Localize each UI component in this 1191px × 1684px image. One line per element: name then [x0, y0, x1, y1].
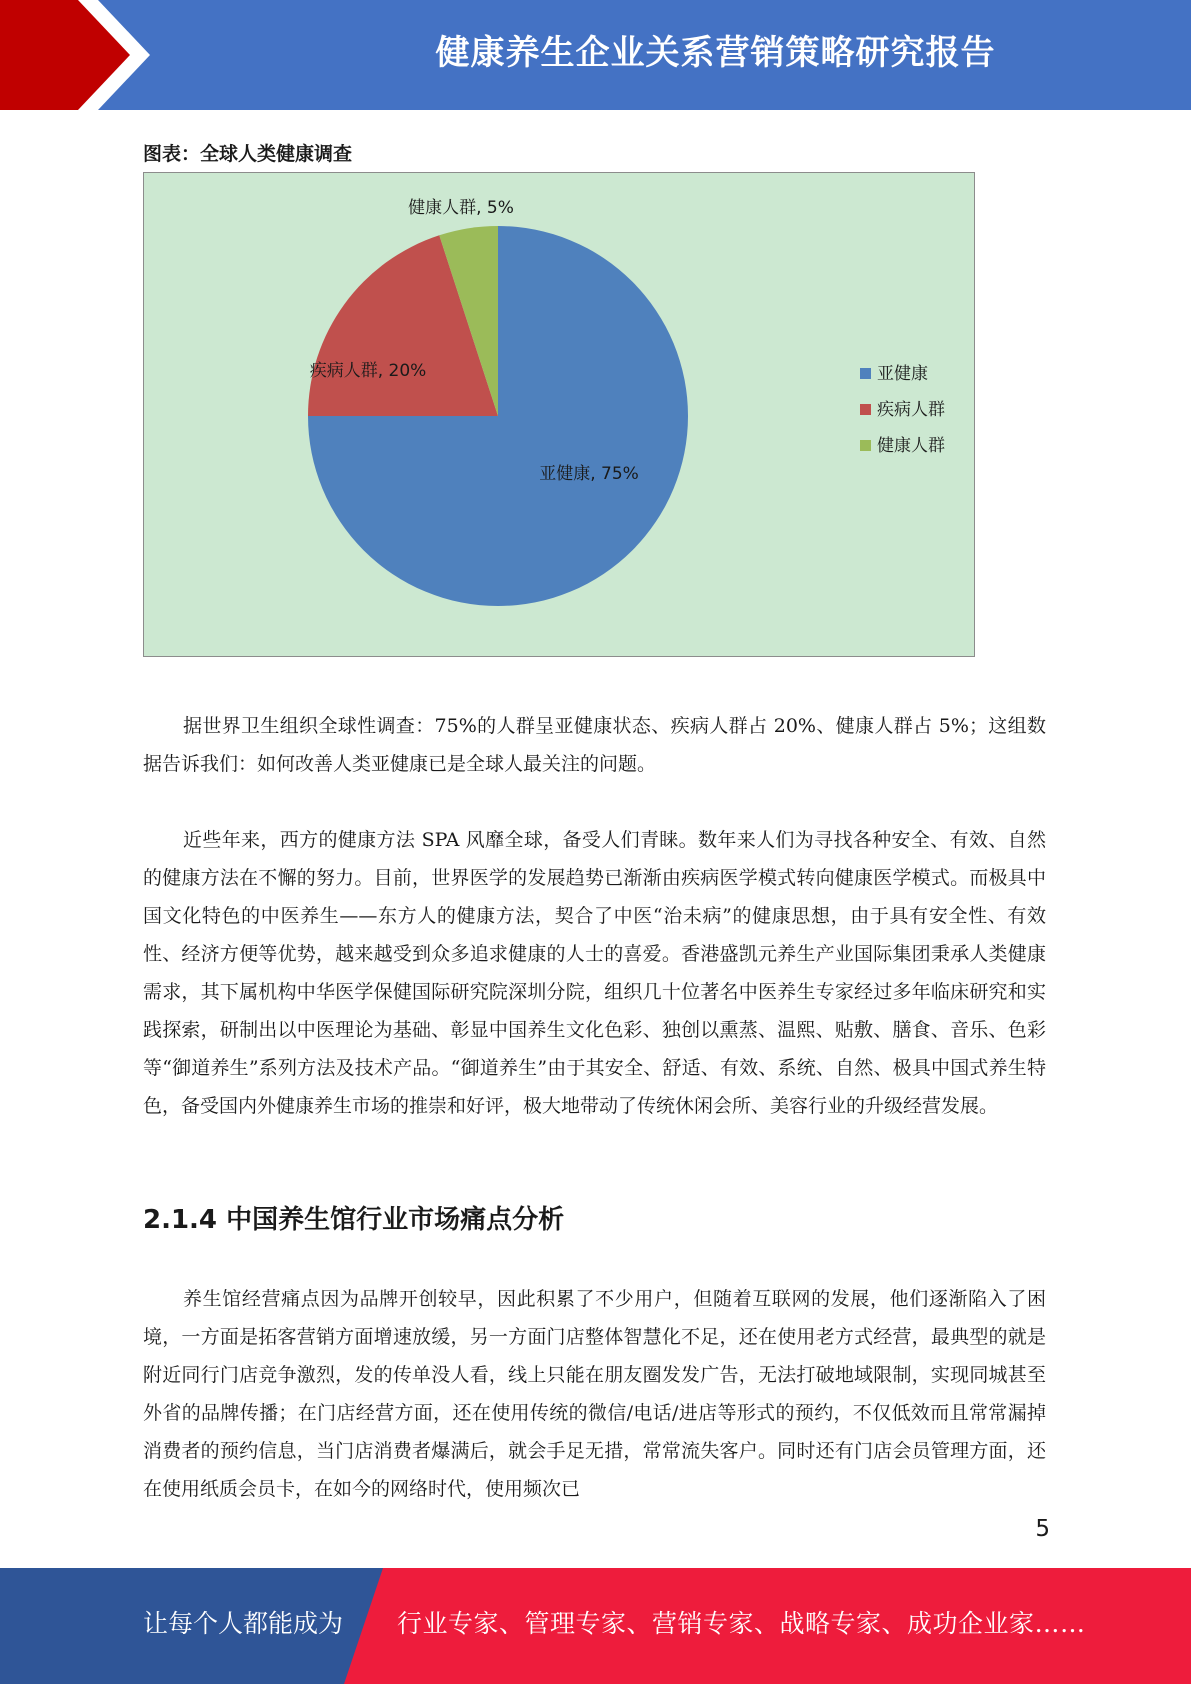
footer-slogan-right: 行业专家、管理专家、营销专家、战略专家、成功企业家……	[397, 1609, 1086, 1638]
section-heading: 2.1.4 中国养生馆行业市场痛点分析	[143, 1205, 565, 1235]
legend-label: 疾病人群	[877, 400, 945, 420]
figure-caption: 图表：全球人类健康调查	[143, 143, 353, 165]
report-title: 健康养生企业关系营销策略研究报告	[435, 33, 996, 73]
paragraph-spa-trend: 近些年来，西方的健康方法 SPA 风靡全球，备受人们青睐。数年来人们为寻找各种安全、有效、自然的健康方法在不懈的努力。目前，世界医学的发展趋势已渐渐由疾病医学模式转向健康医学模式。而极具中国文化特色的中医养生——东方人的健康方法，契合了中医“治未病”的健康思想，由于具有安全性、有效性、经济方便等优势，越来越受到众多追求健康的人士的喜爱。香港盛凯元养生产业国际集团秉承人类健康需求，其下属机构中华医学保健国际研究院深圳分院，组织几十位著名中医养生专家经过多年临床研究和实践探索，研制出以中医理论为基础、彰显中国养生文化色彩、独创以熏蒸、温熙、贴敷、膳食、音乐、色彩等“御道养生”系列方法及技术产品。“御道养生”由于其安全、舒适、有效、系统、自然、极具中国式养生特色，备受国内外健康养生市场的推崇和好评，极大地带动了传统休闲会所、美容行业的升级经营发展。	[143, 829, 1046, 1117]
page-header	[0, 0, 1191, 110]
legend-label: 健康人群	[877, 436, 945, 456]
label-sub-health: 亚健康, 75%	[539, 464, 639, 484]
page-footer	[0, 1568, 1191, 1684]
label-healthy: 健康人群, 5%	[408, 198, 514, 218]
header-arrow-decoration	[0, 0, 160, 110]
pie-chart-svg	[144, 173, 974, 656]
label-disease: 疾病人群, 20%	[309, 361, 427, 381]
footer-slogan-left: 让每个人都能成为	[143, 1609, 344, 1638]
page-number: 5	[1035, 1516, 1050, 1542]
legend-label: 亚健康	[877, 364, 928, 384]
paragraph-pain-points: 养生馆经营痛点因为品牌开创较早，因此积累了不少用户，但随着互联网的发展，他们逐渐陷入了困境，一方面是拓客营销方面增速放缓，另一方面门店整体智慧化不足，还在使用老方式经营，最典型的就是附近同行门店竞争激烈，发的传单没人看，线上只能在朋友圈发发广告，无法打破地域限制，实现同城甚至外省的品牌传播；在门店经营方面，还在使用传统的微信/电话/进店等形式的预约，不仅低效而且常常漏掉消费者的预约信息，当门店消费者爆满后，就会手足无措，常常流失客户。同时还有门店会员管理方面，还在使用纸质会员卡，在如今的网络时代，使用频次已	[143, 1288, 1046, 1500]
legend-swatch	[860, 368, 871, 379]
pie-chart	[143, 172, 975, 657]
paragraph-survey: 据世界卫生组织全球性调查：75%的人群呈亚健康状态、疾病人群占 20%、健康人群占 5%；这组数据告诉我们：如何改善人类亚健康已是全球人最关注的问题。	[143, 715, 1046, 775]
legend-swatch	[860, 404, 871, 415]
legend-swatch	[860, 440, 871, 451]
